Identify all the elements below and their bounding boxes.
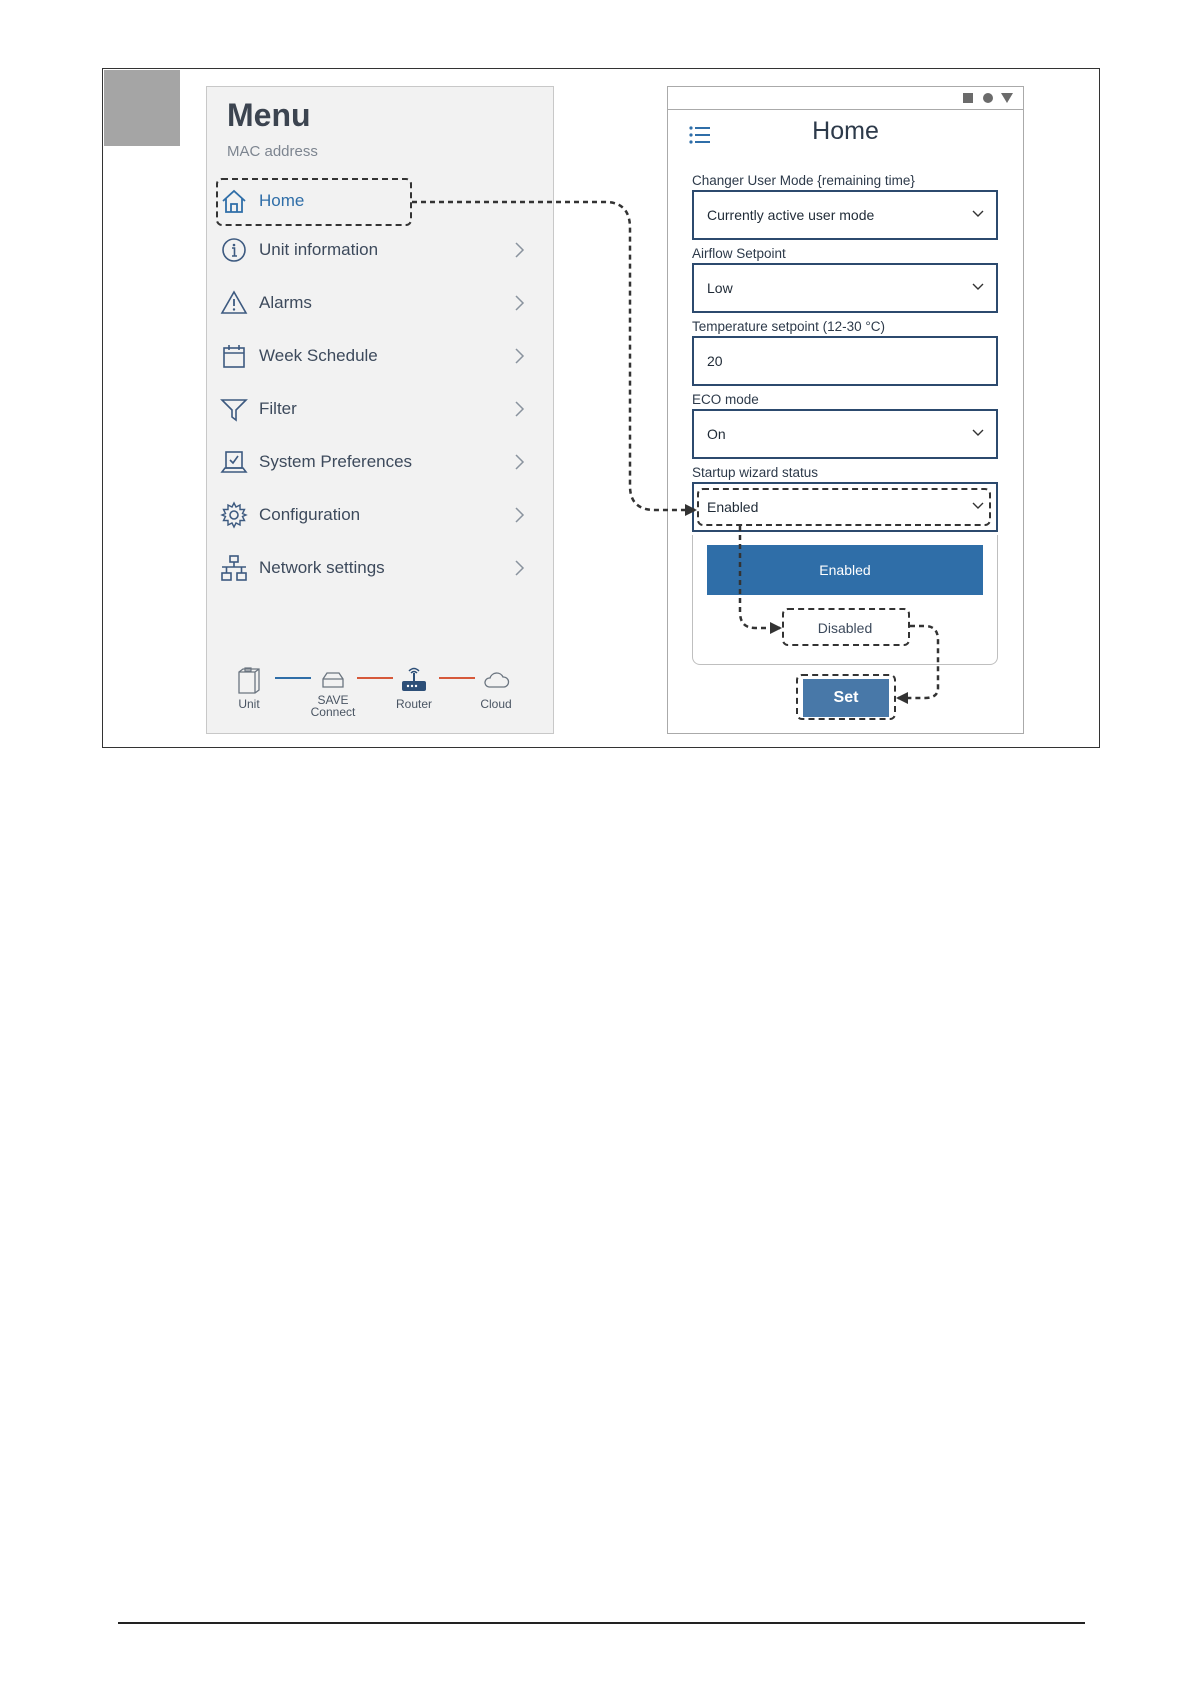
save-connect-label-2: Connect bbox=[310, 705, 356, 719]
eco-mode-value: On bbox=[707, 426, 726, 442]
startup-wizard-value: Enabled bbox=[707, 499, 759, 515]
router-label: Router bbox=[395, 697, 433, 711]
temperature-label: Temperature setpoint (12-30 °C) bbox=[692, 319, 885, 334]
temperature-value: 20 bbox=[707, 353, 723, 369]
save-connect-node bbox=[303, 663, 363, 719]
user-mode-value: Currently active user mode bbox=[707, 207, 875, 223]
menu-item-filter[interactable] bbox=[219, 387, 529, 431]
airflow-value: Low bbox=[707, 280, 733, 296]
unit-node bbox=[219, 663, 279, 711]
cloud-node bbox=[466, 663, 526, 711]
temperature-input[interactable] bbox=[692, 336, 998, 386]
laptop-check-icon bbox=[219, 447, 249, 477]
eco-mode-label: ECO mode bbox=[692, 392, 759, 407]
highlight-home bbox=[216, 178, 412, 226]
chevron-right-icon bbox=[509, 452, 529, 472]
chevron-right-icon bbox=[509, 399, 529, 419]
cloud-icon bbox=[466, 663, 526, 697]
highlight-disabled bbox=[782, 608, 910, 646]
menu-item-label: Unit information bbox=[259, 240, 379, 259]
mac-address: MAC address bbox=[227, 143, 318, 160]
menu-item-unit-information[interactable] bbox=[219, 228, 529, 272]
chevron-down-icon bbox=[972, 283, 984, 291]
filter-icon bbox=[219, 394, 249, 424]
menu-item-label: Alarms bbox=[259, 293, 312, 312]
unit-label: Unit bbox=[238, 697, 260, 711]
airflow-label: Airflow Setpoint bbox=[692, 246, 786, 261]
user-mode-label: Changer User Mode {remaining time} bbox=[692, 173, 915, 188]
network-icon bbox=[219, 553, 249, 583]
calendar-icon bbox=[219, 341, 249, 371]
menu-item-label: Home bbox=[259, 191, 305, 210]
cloud-label: Cloud bbox=[480, 697, 512, 711]
menu-item-label: Configuration bbox=[259, 505, 361, 524]
gear-icon bbox=[219, 500, 249, 530]
chevron-right-icon bbox=[509, 293, 529, 313]
set-button[interactable]: Set bbox=[803, 679, 889, 717]
router-node bbox=[384, 663, 444, 711]
chevron-right-icon bbox=[509, 505, 529, 525]
menu-item-system-preferences[interactable] bbox=[219, 440, 529, 484]
info-icon bbox=[219, 235, 249, 265]
menu-item-label: System Preferences bbox=[259, 452, 413, 471]
option-disabled[interactable]: Disabled bbox=[817, 620, 873, 636]
chevron-right-icon bbox=[509, 558, 529, 578]
chevron-down-icon bbox=[972, 210, 984, 218]
save-connect-label-1: SAVE bbox=[317, 693, 349, 707]
startup-wizard-label: Startup wizard status bbox=[692, 465, 819, 480]
unit-icon bbox=[219, 663, 279, 697]
menu-title: Menu bbox=[227, 97, 311, 133]
highlight-startup-wizard bbox=[697, 488, 991, 526]
menu-item-label: Filter bbox=[259, 399, 297, 418]
chevron-right-icon bbox=[509, 346, 529, 366]
router-icon bbox=[384, 663, 444, 697]
menu-item-network-settings[interactable] bbox=[219, 546, 529, 590]
save-connect-icon bbox=[303, 663, 363, 697]
highlight-set bbox=[796, 674, 896, 720]
window-controls-icon bbox=[961, 91, 1017, 105]
window-top-bar bbox=[668, 87, 1023, 110]
section-tab bbox=[104, 70, 180, 146]
option-enabled[interactable]: Enabled bbox=[707, 545, 983, 595]
page-footer-rule bbox=[118, 1622, 1085, 1624]
menu-item-label: Week Schedule bbox=[259, 346, 378, 365]
chevron-right-icon bbox=[509, 240, 529, 260]
airflow-select[interactable] bbox=[692, 263, 998, 313]
menu-item-configuration[interactable] bbox=[219, 493, 529, 537]
page-title: Home bbox=[812, 117, 879, 145]
eco-mode-select[interactable] bbox=[692, 409, 998, 459]
menu-item-label: Network settings bbox=[259, 558, 385, 577]
user-mode-select[interactable] bbox=[692, 190, 998, 240]
menu-item-alarms[interactable] bbox=[219, 281, 529, 325]
menu-item-week-schedule[interactable] bbox=[219, 334, 529, 378]
chevron-down-icon bbox=[972, 429, 984, 437]
warning-icon bbox=[219, 288, 249, 318]
